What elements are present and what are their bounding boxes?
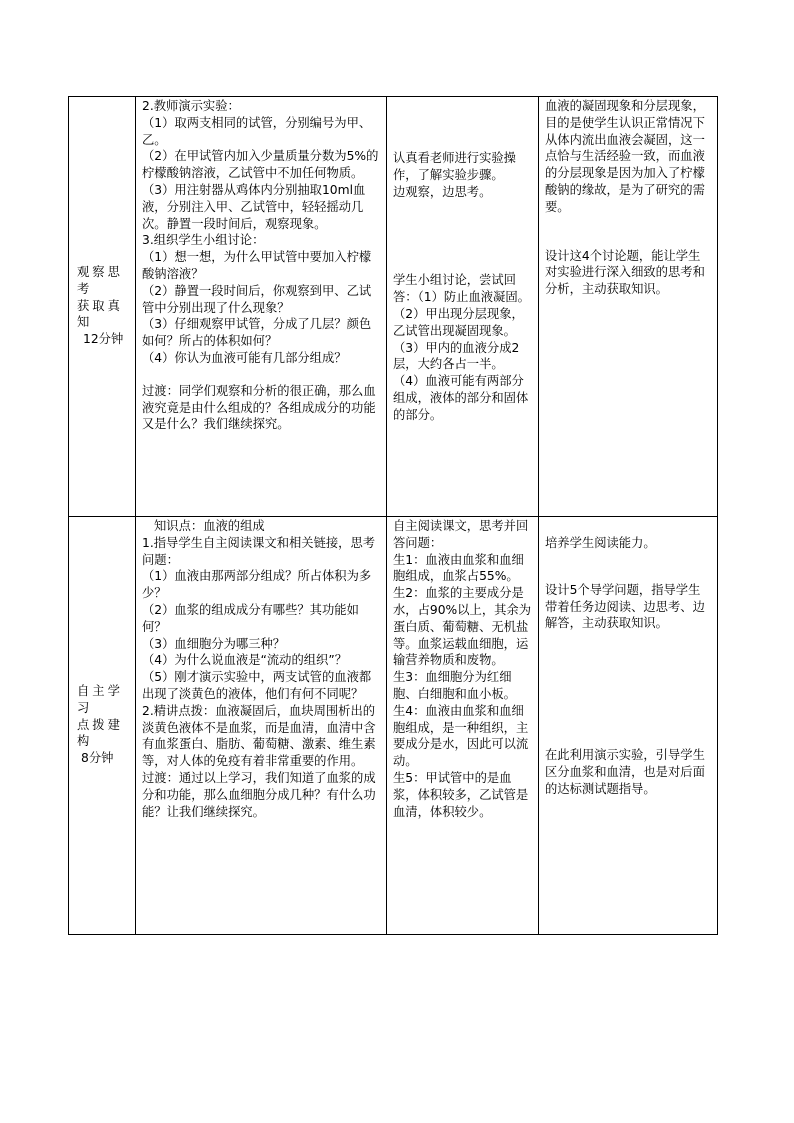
student-line: （4）血液可能有两部分组成，液体的部分和固体的部分。 <box>393 374 529 422</box>
table-row <box>69 97 718 517</box>
teacher-line: （1）取两支相同的试管，分别编号为甲、乙。 <box>142 115 372 147</box>
student-line: 认真看老师进行实验操作，了解实验步骤。 <box>393 151 516 182</box>
teacher-line: （5）刚才演示实验中，两支试管的血液都出现了淡黄色的液体，他们有何不同呢？ <box>142 670 372 701</box>
teacher-line: （2）静置一段时间后，你观察到甲、乙试管中分别出现了什么现象？ <box>142 283 372 315</box>
design-intent-cell <box>539 97 718 517</box>
intent-text: 培养学生阅读能力。 <box>545 536 656 550</box>
student-line: 生2：血浆的主要成分是水，占90%以上，其余为蛋白质、葡萄糖、无机盐等。血浆运载血细胞，运输营养物质和废物。 <box>393 586 532 668</box>
student-activity-cell <box>387 97 539 517</box>
student-activity-cell <box>387 517 539 935</box>
teacher-line: 3.组织学生小组讨论： <box>142 233 265 248</box>
design-intent-cell <box>539 517 718 935</box>
intent-text: 在此利用演示实验，引导学生区分血浆和血清，也是对后面的达标测试题指导。 <box>545 748 705 796</box>
teacher-line: 过渡：同学们观察和分析的很正确，那么血液究竟是由什么组成的？各组成成分的功能又是什么？我们继续探究。 <box>142 383 376 432</box>
lesson-plan-table <box>68 96 718 935</box>
teacher-line: （3）血细胞分为哪三种？ <box>142 636 286 651</box>
stage-duration: 12分钟 <box>83 332 124 347</box>
teacher-line: （4）为什么说血液是“流动的组织”？ <box>142 653 348 668</box>
student-line: 生5：甲试管中的是血浆，体积较多，乙试管是血清，体积较少。 <box>393 770 529 819</box>
intent-text: 血液的凝固现象和分层现象，目的是使学生认识正常情况下从体内流出血液会凝固，这一点恰与生活经验一致，而血液的分层现象是因为加入了柠檬酸钠的缘故，是为了研究的需要。 <box>545 99 705 214</box>
stage-name-line: 观察思考 <box>77 265 123 296</box>
stage-duration: 8分钟 <box>81 751 114 766</box>
teacher-line: 2.精讲点拨：血液凝固后，血块周围析出的淡黄色液体不是血浆，而是血清，血清中含有血浆蛋白、脂肪、葡萄糖、激素、维生素等，对人体的免疫有着非常重要的作用。 <box>142 703 376 769</box>
teacher-line: （1）想一想，为什么甲试管中要加入柠檬酸钠溶液？ <box>142 250 372 281</box>
student-line: 边观察，边思考。 <box>393 184 492 199</box>
teacher-line: （1）血液由那两部分组成？所占体积为多少？ <box>142 569 372 601</box>
teacher-line: （3）仔细观察甲试管，分成了几层？颜色如何？所占的体积如何？ <box>142 317 372 349</box>
teacher-line: 过渡：通过以上学习，我们知道了血浆的成分和功能，那么血细胞分成几种？有什么功能？让我们继续探究。 <box>142 770 376 819</box>
teacher-activity-cell <box>136 517 387 935</box>
teacher-line: 1.指导学生自主阅读课文和相关链接，思考问题： <box>142 535 376 567</box>
teacher-line: 2.教师演示实验： <box>142 99 240 113</box>
stage-cell <box>69 97 136 517</box>
intent-text: 设计这4个讨论题，能让学生对实验进行深入细致的思考和分析，主动获取知识。 <box>545 248 705 297</box>
teacher-line: （2）在甲试管内加入少量质量分数为5%的柠檬酸钠溶液，乙试管中不加任何物质。 <box>142 149 379 181</box>
student-line: （2）甲出现分层现象，乙试管出现凝固现象。 <box>393 306 524 338</box>
table-row <box>69 517 718 935</box>
teacher-line: （2）血浆的组成成分有哪些？其功能如何？ <box>142 602 359 634</box>
teacher-line: （4）你认为血液可能有几部分组成？ <box>142 350 347 365</box>
student-line: 生1：血液由血浆和血细胞组成，血浆占55%。 <box>393 552 524 584</box>
stage-name-line: 点拨建构 <box>77 717 123 749</box>
teacher-activity-cell <box>136 97 387 517</box>
stage-name-line: 获取真知 <box>77 298 123 330</box>
intent-text: 设计5个导学问题，指导学生带着任务边阅读、边思考、边解答，主动获取知识。 <box>545 582 705 631</box>
stage-name-line: 自主学习 <box>77 684 123 715</box>
student-line: 自主阅读课文，思考并回答问题： <box>393 519 529 550</box>
teacher-line: 知识点：血液的组成 <box>154 519 265 533</box>
student-line: 生4：血液由血浆和血细胞组成，是一种组织，主要成分是水，因此可以流动。 <box>393 703 529 769</box>
student-line: （3）甲内的血液分成2层，大约各占一半。 <box>393 340 520 372</box>
student-line: 生3：血细胞分为红细胞、白细胞和血小板。 <box>393 670 516 701</box>
stage-cell <box>69 517 136 935</box>
student-line: 学生小组讨论，尝试回答：（1）防止血液凝固。 <box>393 273 530 305</box>
teacher-line: （3）用注射器从鸡体内分别抽取10ml血液，分别注入甲、乙试管中，轻轻摇动几次。静置一段时间后，观察现象。 <box>142 182 366 231</box>
